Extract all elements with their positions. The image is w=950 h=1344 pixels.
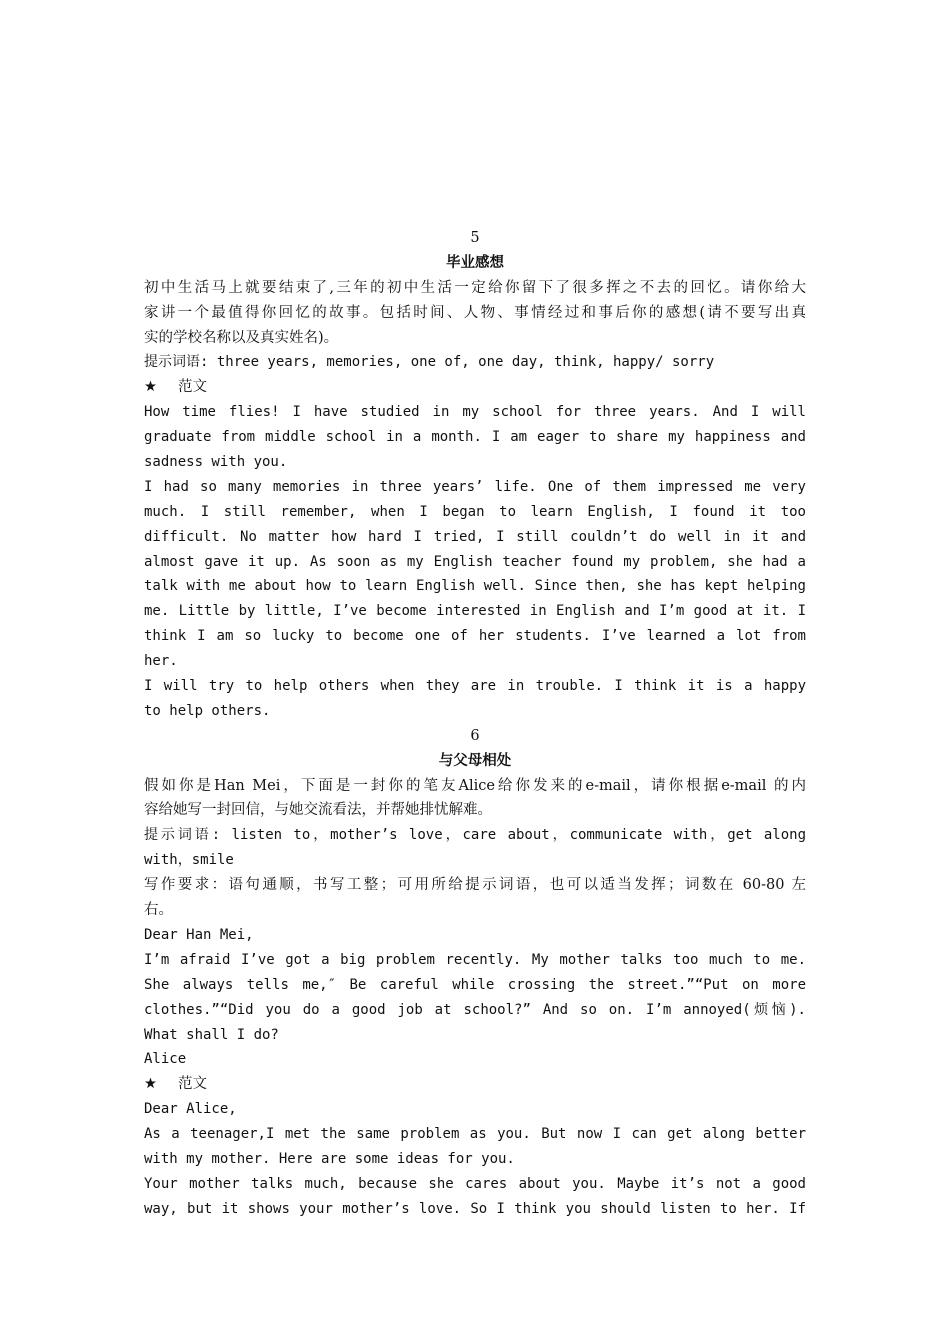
essay-line: I will try to help others when they are in trouble. I think it is a happy: [144, 678, 806, 695]
model-label: 范文: [178, 1076, 207, 1093]
section-5-model-heading: [144, 375, 806, 400]
section-5-prompt-line: 初中生活马上就要结束了,三年的初中生活一定给你留下了很多挥之不去的回忆。请你给大: [144, 279, 806, 296]
essay-line: much. I still remember, when I began to learn English, I found it too: [144, 503, 806, 520]
star-icon: ★: [144, 1076, 157, 1093]
essay-line: difficult. No matter how hard I tried, I still couldn’t do well in it and: [144, 528, 806, 545]
essay-line: think I am so lucky to become one of her students. I’ve learned a lot from: [144, 628, 806, 645]
essay-line: her.: [144, 653, 178, 670]
section-6-model-heading: [144, 1072, 806, 1097]
letter-signature: Alice: [144, 1051, 187, 1068]
letter-line: Dear Han Mei,: [144, 926, 254, 943]
essay-line: to help others.: [144, 702, 271, 719]
star-icon: ★: [144, 379, 157, 396]
section-6-prompt-line: 容给她写一封回信，与她交流看法，并帮她排忧解难。: [144, 802, 492, 819]
letter-line: What shall I do?: [144, 1026, 279, 1043]
section-5-prompt-line: 家讲一个最值得你回忆的故事。包括时间、人物、事情经过和事后你的感想(请不要写出真: [144, 304, 806, 321]
section-6-requirement-line: 写作要求：语句通顺，书写工整；可用所给提示词语，也可以适当发挥；词数在 60-80 左: [144, 877, 806, 894]
essay-line: sadness with you.: [144, 454, 288, 471]
essay-line: As a teenager,I met the same problem as you. But now I can get along better: [144, 1126, 806, 1143]
essay-line: way, but it shows your mother’s love. So I think you should listen to her. If: [144, 1200, 806, 1217]
essay-line: I had so many memories in three years’ life. One of them impressed me very: [144, 478, 806, 495]
section-6-requirement-line: 右。: [144, 902, 173, 919]
letter-line: She always tells me,″ Be careful while crossing the street.”“Put on more: [144, 976, 806, 993]
document-page: [144, 226, 806, 1222]
essay-line: almost gave it up. As soon as my English teacher found my problem, she had a: [144, 553, 806, 570]
section-6-title: 与父母相处: [438, 752, 512, 769]
essay-line: with my mother. Here are some ideas for you.: [144, 1150, 515, 1167]
essay-line: Dear Alice,: [144, 1101, 237, 1118]
section-5-hint: 提示词语: three years, memories, one of, one day, think, happy/ sorry: [144, 354, 715, 371]
section-6-prompt-line: 假如你是Han Mei，下面是一封你的笔友Alice给你发来的e-mail，请你根据e-mail 的内: [144, 777, 806, 794]
essay-line: me. Little by little, I’ve become interested in English and I’m good at it. I: [144, 603, 806, 620]
essay-line: talk with me about how to learn English well. Since then, she has kept helping: [144, 578, 806, 595]
essay-line: How time flies! I have studied in my school for three years. And I will: [144, 404, 806, 421]
section-5-title: 毕业感想: [446, 254, 504, 271]
section-6-hint-line: 提示词语: listen to，mother’s love，care about，communicate with，get along: [144, 827, 806, 844]
section-6-hint-line: with，smile: [144, 852, 234, 869]
section-5-prompt-line: 实的学校名称以及真实姓名)。: [144, 329, 339, 346]
letter-line: I’m afraid I’ve got a big problem recently. My mother talks too much to me.: [144, 951, 806, 968]
essay-line: graduate from middle school in a month. I am eager to share my happiness and: [144, 429, 806, 446]
section-6-number: 6: [470, 727, 480, 744]
model-label: 范文: [178, 379, 207, 396]
section-5-number: 5: [470, 230, 480, 246]
essay-line: Your mother talks much, because she cares about you. Maybe it’s not a good: [144, 1175, 806, 1192]
letter-line: clothes.”“Did you do a good job at school?” And so on. I’m annoyed(烦恼).: [144, 1001, 806, 1018]
